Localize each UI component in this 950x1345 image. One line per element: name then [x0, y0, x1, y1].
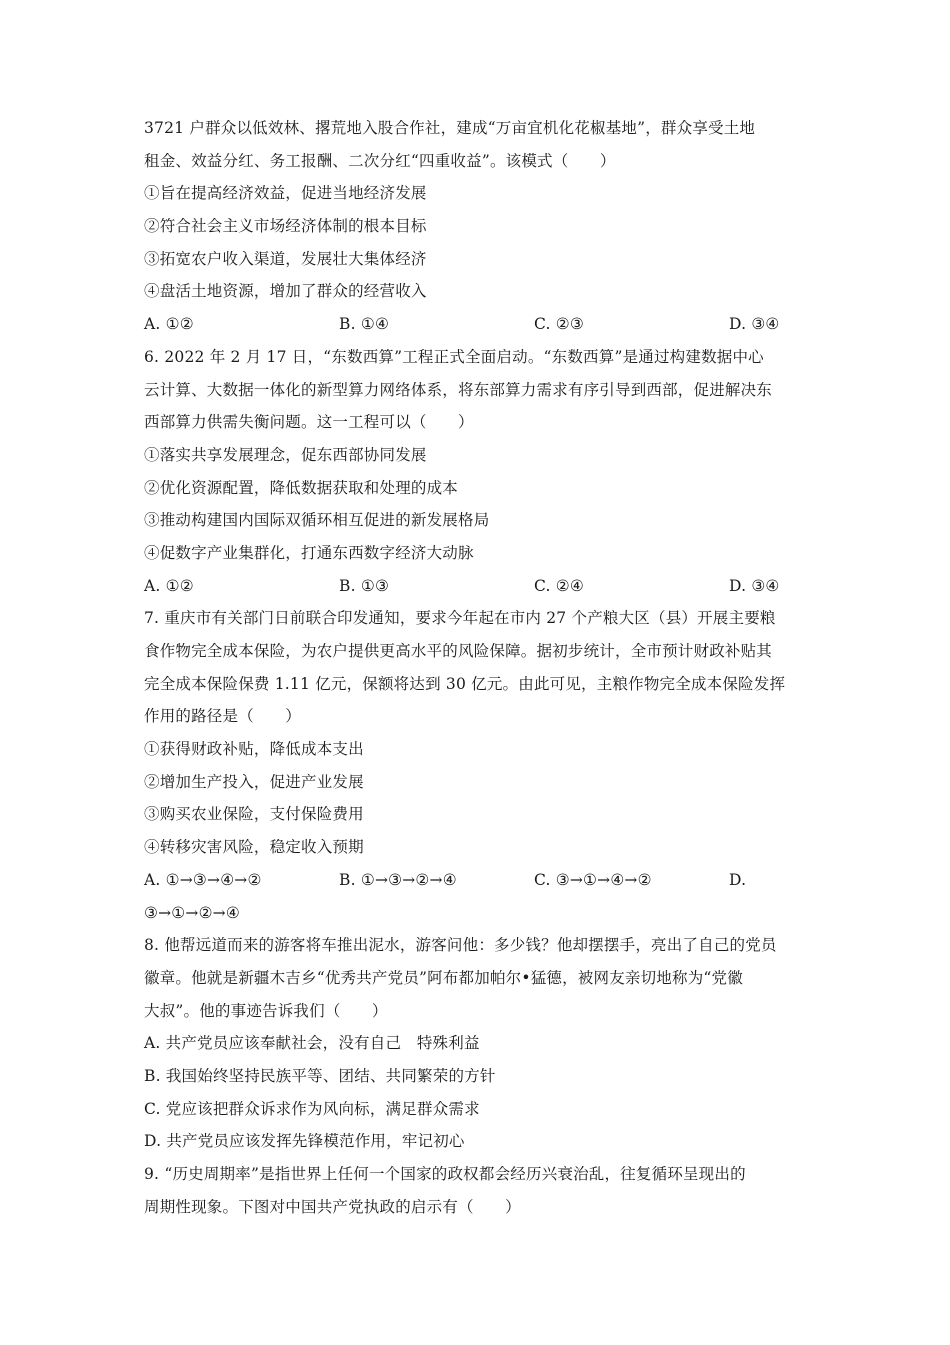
option-b: B. ①④: [339, 315, 390, 334]
option-c: C. ②④: [534, 576, 584, 595]
choice-c: C. 党应该把群众诉求作为风向标，满足群众需求: [144, 1099, 480, 1118]
question-5: [144, 112, 814, 341]
option-b: B. ①③: [339, 576, 390, 595]
option-d: D. ③④: [729, 576, 780, 595]
choice-b: B. 我国始终坚持民族平等、团结、共同繁荣的方针: [144, 1066, 496, 1085]
question-stem-line: 云计算、大数据一体化的新型算力网络体系，将东部算力需求有序引导到西部，促进解决东: [144, 380, 773, 399]
question-7: [144, 602, 814, 929]
statement-item: ③推动构建国内国际双循环相互促进的新发展格局: [144, 511, 490, 530]
question-8: [144, 929, 814, 1158]
statement-item: ①落实共享发展理念，促东西部协同发展: [144, 445, 427, 464]
question-stem-line: 7. 重庆市有关部门日前联合印发通知，要求今年起在市内 27 个产粮大区（县）开展主要粮: [144, 609, 776, 628]
question-stem-line: 9. “历史周期率”是指世界上任何一个国家的政权都会经历兴衰治乱，往复循环呈现出的: [144, 1165, 746, 1183]
statement-item: ②增加生产投入，促进产业发展: [144, 772, 364, 791]
question-stem-line: 食作物完全成本保险，为农户提供更高水平的风险保障。据初步统计，全市预计财政补贴其: [144, 642, 773, 660]
question-6: [144, 341, 814, 603]
choice-a: A. 共产党员应该奉献社会，没有自己 特殊利益: [144, 1034, 480, 1053]
question-stem-line: 完全成本保险保费 1.11 亿元，保额将达到 30 亿元。由此可见，主粮作物完全成本保险发挥: [144, 674, 786, 693]
statement-item: ③拓宽农户收入渠道，发展壮大集体经济: [144, 249, 427, 268]
statement-item: ①获得财政补贴，降低成本支出: [144, 740, 364, 759]
question-9: [144, 1158, 814, 1223]
question-stem-line: 西部算力供需失衡问题。这一工程可以（ ）: [144, 413, 474, 432]
question-stem-line: 3721 户群众以低效林、撂荒地入股合作社，建成“万亩宜机化花椒基地”，群众享受土地: [144, 119, 756, 137]
choice-d: D. 共产党员应该发挥先锋模范作用，牢记初心: [144, 1132, 465, 1151]
statement-item: ③购买农业保险，支付保险费用: [144, 805, 364, 824]
answer-options: [144, 308, 814, 341]
option-a: A. ①→③→④→②: [144, 870, 262, 889]
statement-item: ④促数字产业集群化，打通东西数字经济大动脉: [144, 543, 474, 562]
question-content: [144, 112, 814, 1223]
statement-item: ②优化资源配置，降低数据获取和处理的成本: [144, 478, 459, 497]
statement-item: ④盘活土地资源，增加了群众的经营收入: [144, 282, 427, 301]
question-stem-line: 8. 他帮远道而来的游客将车推出泥水，游客问他：多少钱？他却摆摆手，亮出了自己的党员: [144, 936, 777, 955]
option-d: D.: [729, 870, 747, 889]
statement-item: ①旨在提高经济效益，促进当地经济发展: [144, 184, 427, 203]
option-c: C. ②③: [534, 315, 584, 334]
option-d-continuation: ③→①→②→④: [144, 903, 240, 922]
question-stem-line: 作用的路径是（ ）: [144, 707, 302, 726]
answer-options: [144, 570, 814, 603]
option-d: D. ③④: [729, 315, 780, 334]
option-b: B. ①→③→②→④: [339, 870, 457, 889]
question-stem-line: 租金、效益分红、务工报酬、二次分红“四重收益”。该模式（ ）: [144, 151, 616, 170]
statement-item: ④转移灾害风险，稳定收入预期: [144, 838, 364, 857]
question-stem-line: 6. 2022 年 2 月 17 日，“东数西算”工程正式全面启动。“东数西算”是通过构建数据中心: [144, 347, 764, 366]
statement-item: ②符合社会主义市场经济体制的根本目标: [144, 217, 427, 236]
answer-options: [144, 864, 814, 897]
question-stem-line: 周期性现象。下图对中国共产党执政的启示有（ ）: [144, 1197, 521, 1216]
question-stem-line: 徽章。他就是新疆木吉乡“优秀共产党员”阿布都加帕尔•猛德，被网友亲切地称为“党徽: [144, 968, 743, 987]
option-a: A. ①②: [144, 315, 194, 334]
option-a: A. ①②: [144, 576, 194, 595]
option-c: C. ③→①→④→②: [534, 870, 652, 889]
question-stem-line: 大叔”。他的事迹告诉我们（ ）: [144, 1001, 388, 1020]
